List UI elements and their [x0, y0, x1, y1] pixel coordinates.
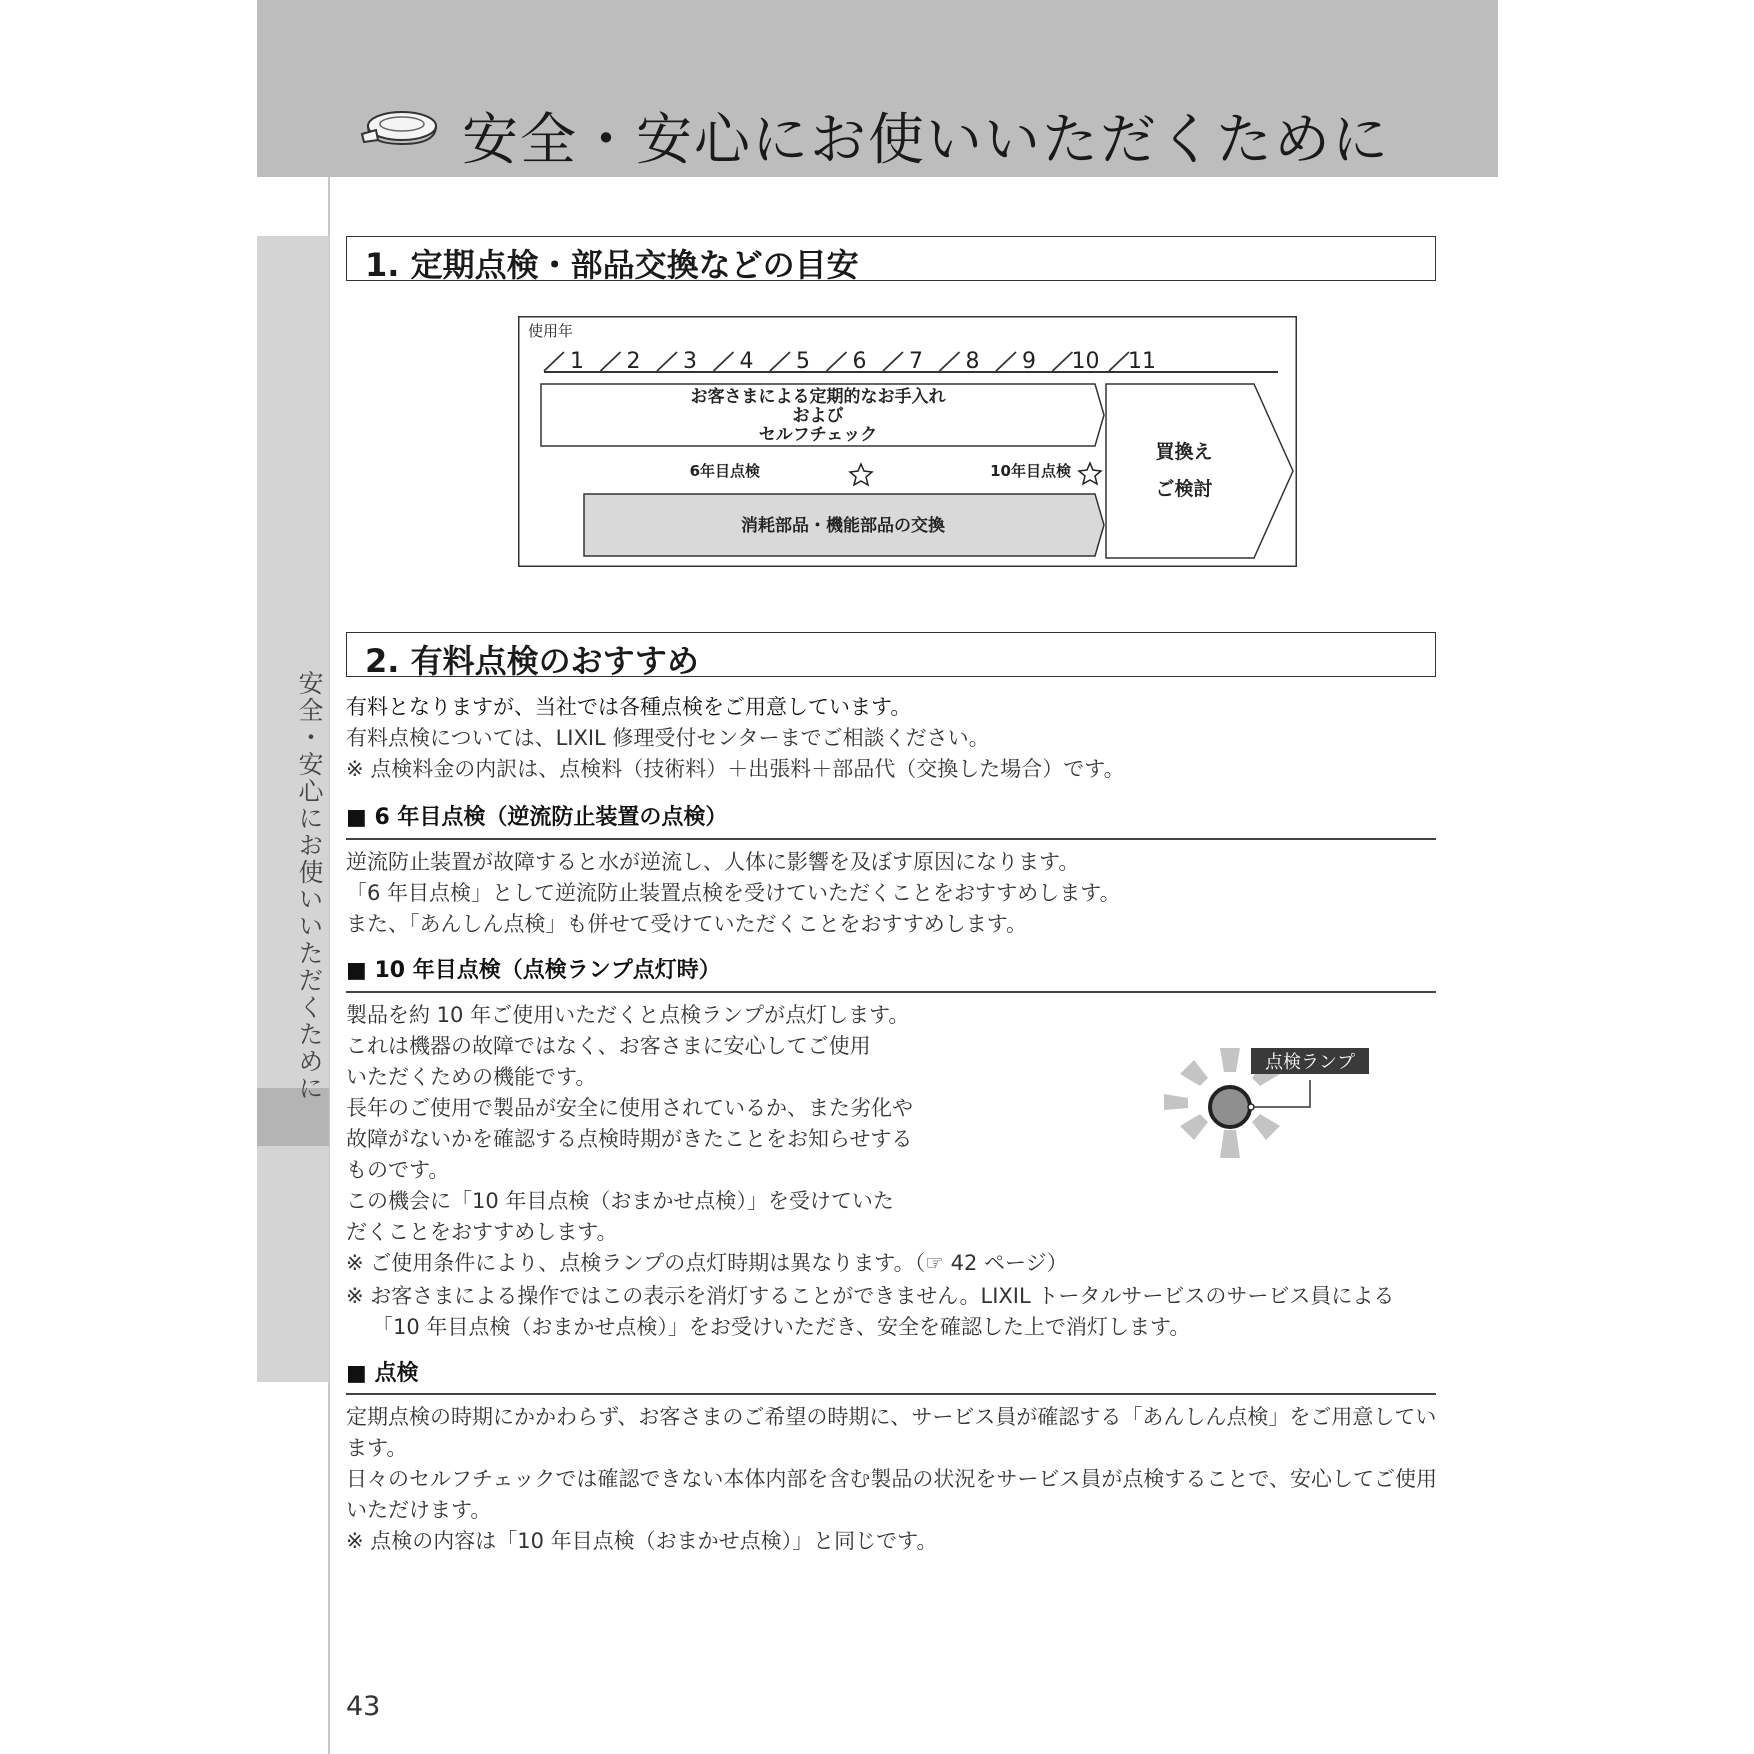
sub3-line: いただけます。: [346, 1498, 492, 1522]
toilet-seat-icon: [358, 104, 440, 154]
check6-label: 6年目点検: [689, 462, 760, 480]
sub2-line: だくことをおすすめします。: [346, 1220, 618, 1244]
year-label: 1: [570, 349, 584, 374]
intro-line: 有料点検については、LIXIL 修理受付センターまでご相談ください。: [346, 726, 990, 750]
sub2-note: ※ お客さまによる操作ではこの表示を消灯することができません。LIXIL トータルサービスのサービス員による: [346, 1284, 1395, 1308]
section1-heading: 1. 定期点検・部品交換などの目安: [365, 246, 859, 284]
year-label: 11: [1128, 349, 1156, 374]
section2-heading: 2. 有料点検のおすすめ: [365, 642, 699, 680]
year-label: 6: [852, 349, 867, 374]
page-title: 安全・安心にお使いいただくために: [462, 108, 1390, 173]
year-label: 2: [626, 349, 641, 374]
maintenance-line-2: および: [792, 406, 844, 426]
sub3-line: 日々のセルフチェックでは確認できない本体内部を含む製品の状況をサービス員が点検することで、安心してご使用: [346, 1467, 1437, 1491]
intro-note: ※ 点検料金の内訳は、点検料（技術料）＋出張料＋部品代（交換した場合）です。: [346, 757, 1125, 781]
sub2-line: いただくための機能です。: [346, 1065, 597, 1089]
year-label: 3: [683, 349, 697, 374]
year-label: 5: [796, 349, 810, 374]
sub3-line: 定期点検の時期にかかわらず、お客さまのご希望の時期に、サービス員が確認する「あんしん点検」をご用意してい: [346, 1405, 1437, 1429]
check10-label: 10年目点検: [990, 462, 1071, 480]
sub1-line: 「6 年目点検」として逆流防止装置点検を受けていただくことをおすすめします。: [346, 881, 1121, 905]
sub2-note: 「10 年目点検（おまかせ点検）」をお受けいただき、安全を確認した上で消灯します。: [372, 1315, 1191, 1339]
sub1-line: また、「あんしん点検」も併せて受けていただくことをおすすめします。: [346, 912, 1028, 936]
sub2-line: 故障がないかを確認する点検時期がきたことをお知らせする: [346, 1127, 913, 1151]
lamp-icon: [1210, 1087, 1250, 1127]
sub3-line: ます。: [346, 1436, 408, 1460]
sub2-line: ものです。: [346, 1158, 450, 1182]
sub1-title: ■ 6 年目点検（逆流防止装置の点検）: [346, 805, 728, 830]
sub2-note: ※ ご使用条件により、点検ランプの点灯時期は異なります。（☞ 42 ページ）: [346, 1251, 1068, 1275]
sub3-rule: [346, 1393, 1436, 1395]
year-label: 9: [1022, 349, 1036, 374]
maintenance-line-1: お客さまによる定期的なお手入れ: [690, 387, 946, 407]
sub2-line: この機会に「10 年目点検（おまかせ点検）」を受けていた: [346, 1189, 894, 1213]
replace-arrow: [1106, 384, 1293, 558]
sub2-line: 製品を約 10 年ご使用いただくと点検ランプが点灯します。: [346, 1003, 910, 1027]
year-label: 10: [1071, 349, 1100, 374]
section1-heading-box: [346, 236, 1436, 284]
year-label: 4: [739, 349, 754, 374]
sub2-line: これは機器の故障ではなく、お客さまに安心してご使用: [346, 1034, 871, 1058]
section2-heading-box: [346, 632, 1436, 680]
page-number: 43: [346, 1691, 381, 1722]
years-label: 使用年: [528, 322, 574, 340]
sub3-note: ※ 点検の内容は「10 年目点検（おまかせ点検）」と同じです。: [346, 1529, 938, 1553]
maintenance-timeline-diagram: [518, 316, 1297, 567]
sub2-title: ■ 10 年目点検（点検ランプ点灯時）: [346, 958, 721, 983]
sub2-rule: [346, 991, 1436, 993]
side-tab-label: 安全・安心にお使いいただくために: [295, 670, 324, 1102]
lamp-label: 点検ランプ: [1265, 1052, 1355, 1073]
sub1-rule: [346, 838, 1436, 840]
parts-label: 消耗部品・機能部品の交換: [741, 516, 945, 536]
sub2-line: 長年のご使用で製品が安全に使用されているか、また劣化や: [346, 1096, 913, 1120]
replace-line-1: 買換え: [1155, 441, 1213, 463]
intro-line: 有料となりますが、当社では各種点検をご用意しています。: [346, 695, 912, 719]
inspection-lamp-illustration: [1100, 1040, 1380, 1170]
year-label: 7: [909, 349, 923, 374]
maintenance-line-3: セルフチェック: [758, 425, 878, 445]
replace-line-2: ご検討: [1155, 478, 1213, 500]
sub1-line: 逆流防止装置が故障すると水が逆流し、人体に影響を及ぼす原因になります。: [346, 850, 1080, 874]
year-label: 8: [965, 349, 980, 374]
sub3-title: ■ 点検: [346, 1361, 419, 1386]
